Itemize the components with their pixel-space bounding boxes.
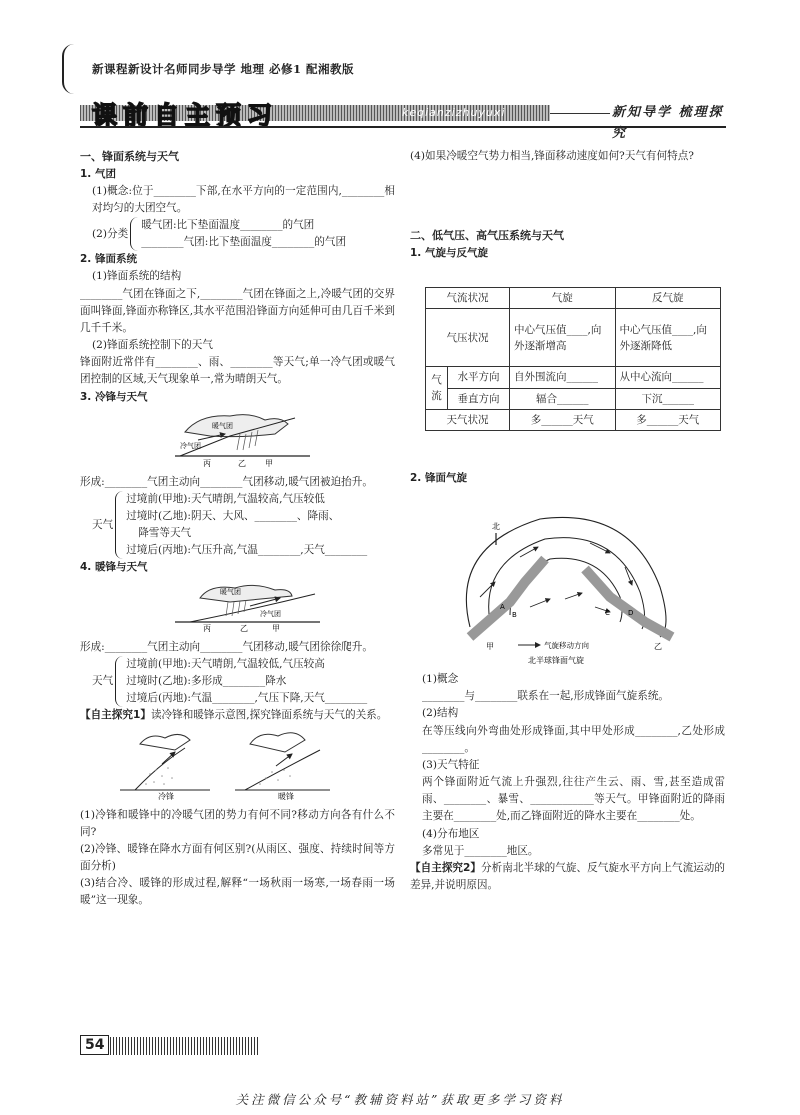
cyclone-concept-label: (1)概念	[422, 673, 459, 686]
anticyclone-horizontal: 从中心流向______	[615, 367, 721, 388]
fig2-yi: 乙	[240, 624, 248, 633]
banner-pinyin: keqianzizhuyuxi	[402, 106, 506, 119]
cold-front-diagram	[80, 406, 395, 468]
front-structure-text: ________气团在锋面之下,________气团在锋面之上,冷暖气团的交界面叫锋面,锋面亦称锋区,其水平范围沿锋面方向延伸可由几百千米到几千千米。	[80, 287, 395, 334]
banner-divider	[550, 113, 610, 114]
warm-front-weather	[80, 656, 395, 707]
warm-weather-after: 过境后(丙地):气温________,气压下降,天气________	[126, 692, 368, 705]
fig4-move-label: 气旋移动方向	[544, 641, 589, 650]
row-horizontal-label: 水平方向	[448, 367, 510, 388]
cold-front-surface	[135, 748, 185, 790]
cyclone-distribution-text: 多常见于________地区。	[422, 844, 539, 857]
fig4-point-b: B	[512, 611, 517, 619]
warm-weather-before: 过境前(甲地):天气晴朗,气温较低,气压较高	[126, 657, 325, 670]
probe-1	[80, 707, 395, 724]
row-pressure-label: 气压状况	[426, 309, 510, 367]
cold-weather-during: 过境时(乙地):阴天、大风、________、降雨、	[126, 510, 340, 522]
fig1-warm-label: 暖气团	[212, 421, 233, 430]
question-3: (3)结合冷、暖锋的形成过程,解释“一场秋雨一场寒,一场春雨一场暖”这一现象。	[80, 877, 395, 907]
warm-front-surface	[245, 750, 320, 790]
fig4-point-d: D	[628, 609, 634, 617]
cyclone-weather-label: (3)天气特征	[422, 758, 480, 771]
cyclone-structure-label: (2)结构	[422, 707, 459, 720]
cold-front-formation: 形成:________气团主动向________气团移动,暖气团被迫抬升。	[80, 475, 373, 488]
fig2-jia: 甲	[272, 624, 280, 633]
warm-weather-prefix: 天气	[92, 674, 114, 687]
cyclone-structure-text: 在等压线向外弯曲处形成锋面,其中甲处形成________,乙处形成________。	[422, 724, 725, 754]
front-weather-label: (2)锋面系统控制下的天气	[92, 339, 213, 352]
banner-right-label: 新知导学 梳理探究	[612, 105, 724, 142]
brace	[115, 656, 123, 707]
warm-mass-line: 暖气团:比下垫面温度________的气团	[141, 219, 315, 232]
brace	[115, 491, 123, 560]
book-title: 新课程新设计名师同步导学 地理 必修1 配湘教版	[92, 62, 355, 76]
fig1-jia: 甲	[265, 458, 273, 468]
fig1-yi: 乙	[238, 458, 246, 468]
fig4-north: 北	[492, 522, 500, 531]
fig1-bing: 丙	[203, 458, 211, 468]
cold-weather-prefix: 天气	[92, 518, 114, 531]
cyclone-pressure: 中心气压值____,向外逐渐增高	[510, 309, 616, 367]
header-bracket	[62, 44, 76, 94]
table-header-anticyclone: 反气旋	[615, 288, 721, 309]
section-1-title: 一、锋面系统与天气	[80, 150, 179, 163]
fig2-warm-label: 暖气团	[220, 588, 241, 597]
subsection-air-mass: 1. 气团	[80, 167, 116, 180]
anticyclone-pressure: 中心气压值____,向外逐渐降低	[615, 309, 721, 367]
footer-note: 关注微信公众号“教辅资料站”获取更多学习资料	[235, 1092, 565, 1107]
warm-front-formation: 形成:________气团主动向________气团移动,暖气团徐徐爬升。	[80, 640, 373, 653]
cyclone-vertical: 辐合______	[510, 388, 616, 409]
subsection-frontal-cyclone: 2. 锋面气旋	[410, 472, 467, 484]
cyclone-weather: 多______天气	[510, 409, 616, 430]
fig4-caption: 北半球锋面气旋	[528, 656, 584, 665]
cold-mass-line: ________气团:比下垫面温度________的气团	[141, 236, 347, 249]
cloud-shape	[185, 414, 288, 436]
fig1-cold-label: 冷气团	[180, 441, 201, 450]
right-column	[410, 148, 725, 262]
cold-front-cloud	[140, 735, 190, 751]
question-2: (2)冷锋、暖锋在降水方面有何区别?(从雨区、强度、持续时间等方面分析)	[80, 842, 395, 873]
fig3-cold-label: 冷锋	[158, 792, 174, 801]
subsection-cyclone: 1. 气旋与反气旋	[410, 246, 488, 259]
front-weather-text: 锋面附近常伴有________、雨、________等天气;单一冷气团或暖气团控制的区域,天气现象单一,常为晴朗天气。	[80, 356, 395, 386]
probe-1-text: 读冷锋和暖锋示意图,探究锋面系统与天气的关系。	[150, 709, 388, 722]
front-comparison-diagram	[80, 724, 395, 800]
banner-title: 课前自主预习	[92, 101, 279, 130]
section-banner	[80, 98, 726, 142]
air-mass-concept: (1)概念:位于________下部,在水平方向的一定范围内,________相对均匀的大团空气。	[92, 184, 395, 214]
cyclone-weather-text: 两个锋面附近气流上升强烈,往往产生云、雨、雪,甚至造成雷雨、________、暴雪、____________等天气。甲锋面附近的降雨主要在________处,而乙锋面附近的降水主要在________处。	[422, 776, 725, 823]
banner-underline	[80, 126, 726, 128]
probe-2-tag: 【自主探究2】	[410, 861, 482, 874]
front-structure-label: (1)锋面系统的结构	[92, 270, 182, 283]
classification-prefix: (2)分类	[92, 227, 129, 240]
cloud-shape	[200, 586, 292, 603]
warm-front-diagram	[80, 576, 395, 632]
warm-front-dots	[259, 770, 291, 786]
fig4-jia: 甲	[486, 642, 494, 651]
table-header-cyclone: 气旋	[510, 288, 616, 309]
section-2-title: 二、低气压、高气压系统与天气	[410, 229, 564, 243]
row-vertical-label: 垂直方向	[448, 388, 510, 409]
anticyclone-weather: 多______天气	[615, 409, 721, 430]
fig3-warm-label: 暖锋	[278, 792, 294, 801]
subsection-warm-front: 4. 暖锋与天气	[80, 561, 148, 574]
cold-weather-during-cont: 降雪等天气	[138, 527, 192, 540]
fig2-bing: 丙	[203, 624, 211, 633]
front-jia	[470, 559, 545, 637]
right-column-lower	[410, 470, 725, 894]
warm-front-arrow	[276, 754, 292, 766]
fig4-point-a: A	[500, 603, 505, 611]
fig2-cold-label: 冷气团	[260, 610, 281, 619]
question-1: (1)冷锋和暖锋中的冷暖气团的势力有何不同?移动方向各有什么不同?	[80, 808, 395, 838]
cold-weather-after: 过境后(丙地):气压升高,气温________,天气________	[126, 544, 368, 557]
brace	[130, 217, 138, 251]
probe-2-text: 分析南北半球的气旋、反气旋水平方向上气流运动的差异,并说明原因。	[410, 861, 725, 892]
frontal-cyclone-diagram	[410, 487, 725, 665]
cold-front-weather	[80, 491, 395, 560]
question-4: (4)如果冷暖空气势力相当,锋面移动速度如何?天气有何特点?	[410, 150, 694, 162]
subsection-front-system: 2. 锋面系统	[80, 253, 137, 266]
answer-space	[410, 165, 725, 227]
warm-front-cloud	[250, 733, 305, 752]
page-number: 54	[80, 1035, 109, 1055]
subsection-cold-front: 3. 冷锋与天气	[80, 390, 148, 403]
fig4-yi: 乙	[654, 642, 662, 651]
cyclone-distribution-label: (4)分布地区	[422, 827, 480, 840]
row-flow-label: 气流	[426, 367, 448, 410]
anticyclone-vertical: 下沉______	[615, 388, 721, 409]
left-column	[80, 148, 395, 910]
warm-weather-during: 过境时(乙地):多形成________降水	[126, 674, 287, 687]
cold-front-arrow	[162, 752, 175, 764]
probe-1-tag: 【自主探究1】	[80, 709, 151, 722]
row-weather-label: 天气状况	[426, 409, 510, 430]
air-mass-classification	[80, 217, 395, 251]
table-header-state: 气流状况	[426, 288, 510, 309]
front-yi	[585, 569, 672, 637]
fig4-point-c: C	[605, 609, 610, 617]
cyclone-horizontal: 自外围流向______	[510, 367, 616, 388]
cyclone-concept-text: ________与________联系在一起,形成锋面气旋系统。	[422, 690, 670, 703]
cold-weather-before: 过境前(甲地):天气晴朗,气温较高,气压较低	[126, 492, 325, 505]
cyclone-table	[425, 287, 721, 431]
probe-2	[410, 860, 725, 894]
